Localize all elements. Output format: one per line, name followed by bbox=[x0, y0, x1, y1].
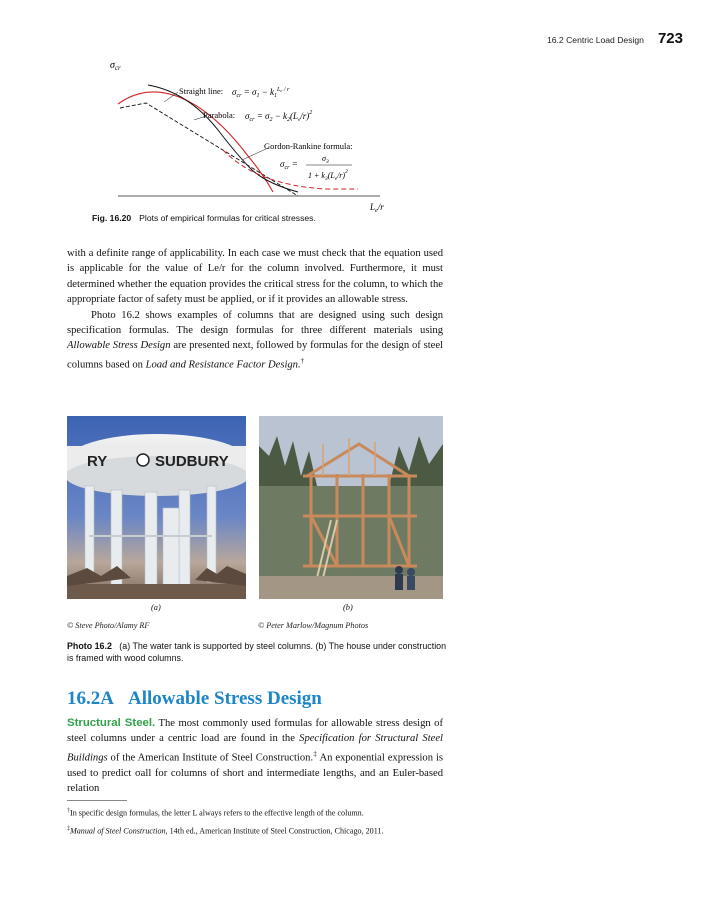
photo-b-credit: © Peter Marlow/Magnum Photos bbox=[258, 621, 369, 630]
paragraph-2: Photo 16.2 shows examples of columns that are designed using such design specification formulas. The design formulas for three different materials using Allowable Stress Design are presented next, followed by formulas for the design of steel columns based on Load and Resistance Factor Design.† bbox=[67, 309, 443, 371]
stress-plot bbox=[68, 52, 458, 212]
section-title: Allowable Stress Design bbox=[127, 688, 322, 709]
gordon-rankine-denominator: $1 + k_3(L_e/r)^2$ bbox=[308, 169, 348, 182]
photo-caption-number: Photo 16.2 bbox=[67, 641, 112, 651]
section-number: 16.2A bbox=[67, 688, 114, 709]
running-header bbox=[547, 30, 683, 47]
photo-caption bbox=[67, 640, 447, 665]
photo-house-frame bbox=[259, 416, 443, 599]
euler-dashed-curve bbox=[223, 150, 358, 189]
x-axis-label: $L_e/r$ bbox=[370, 202, 384, 212]
page-number: 723 bbox=[657, 30, 683, 47]
gordon-rankine-lhs: $\sigma_{cr}$ = bbox=[280, 159, 298, 171]
svg-text:RY: RY bbox=[87, 453, 108, 470]
body-text-block bbox=[67, 246, 443, 373]
footnote-1: †In specific design formulas, the letter L always refers to the effective length of the column. bbox=[67, 808, 364, 818]
photo-a-credit: © Steve Photo/Alamy RF bbox=[67, 621, 150, 630]
parabola-formula: $\sigma_{cr} = \sigma_2 - k_2(L_e/r)^2$ bbox=[245, 110, 313, 123]
photo-water-tank bbox=[67, 416, 246, 599]
house-frame-illustration bbox=[259, 416, 443, 599]
subheading-structural-steel: Structural Steel. bbox=[67, 717, 156, 729]
tank-sign-text: SUDBURY bbox=[155, 453, 229, 470]
structural-steel-paragraph: Structural Steel. The most commonly used formulas for allowable stress design of steel columns under a centric load are found in the Specification for Structural Steel Buildings of the American Institute of Steel Construction.‡ An exponential expression is used to predict σall for columns of short and intermediate lengths, and an Euler-based relation bbox=[67, 717, 444, 795]
water-tank-illustration bbox=[67, 416, 246, 599]
figure-16-20 bbox=[68, 52, 458, 212]
parabola-label: Parabola: bbox=[203, 110, 236, 120]
figure-caption bbox=[92, 213, 316, 223]
photo-b-label: (b) bbox=[343, 603, 353, 612]
gordon-rankine-numerator: $\sigma_3$ bbox=[322, 154, 329, 165]
gordon-rankine-label: Gordon-Rankine formula: bbox=[264, 141, 353, 151]
photo-a-label: (a) bbox=[151, 603, 161, 612]
y-axis-label: $\sigma_{cr}$ bbox=[110, 60, 121, 72]
footnote-rule bbox=[67, 800, 127, 801]
straight-line-label: Straight line: bbox=[179, 86, 224, 96]
straight-line-formula: $\sigma_{cr} = \sigma_1 - k_1^Le / r$ bbox=[232, 87, 290, 99]
photo-caption-text: (a) The water tank is supported by steel columns. (b) The house under construction is framed with wood columns. bbox=[67, 641, 447, 664]
paragraph-1: with a definite range of applicability. In each case we must check that the equation used is applicable for the value of Le/r for the column involved. Furthermore, it must determined whether the equation provides the critical stress for the column, to which the appropriate factor of safety must be applied, or if it provides an allowable stress. bbox=[67, 248, 443, 306]
footnote-2: ‡Manual of Steel Construction, 14th ed., American Institute of Steel Construction, Chicago, 2011. bbox=[67, 826, 384, 836]
gordon-rankine-curve bbox=[148, 85, 298, 192]
section-header: 16.2 Centric Load Design bbox=[546, 35, 644, 45]
figure-caption-text: Plots of empirical formulas for critical stresses. bbox=[139, 213, 316, 223]
figure-caption-number: Fig. 16.20 bbox=[92, 213, 132, 223]
section-heading bbox=[67, 688, 322, 710]
